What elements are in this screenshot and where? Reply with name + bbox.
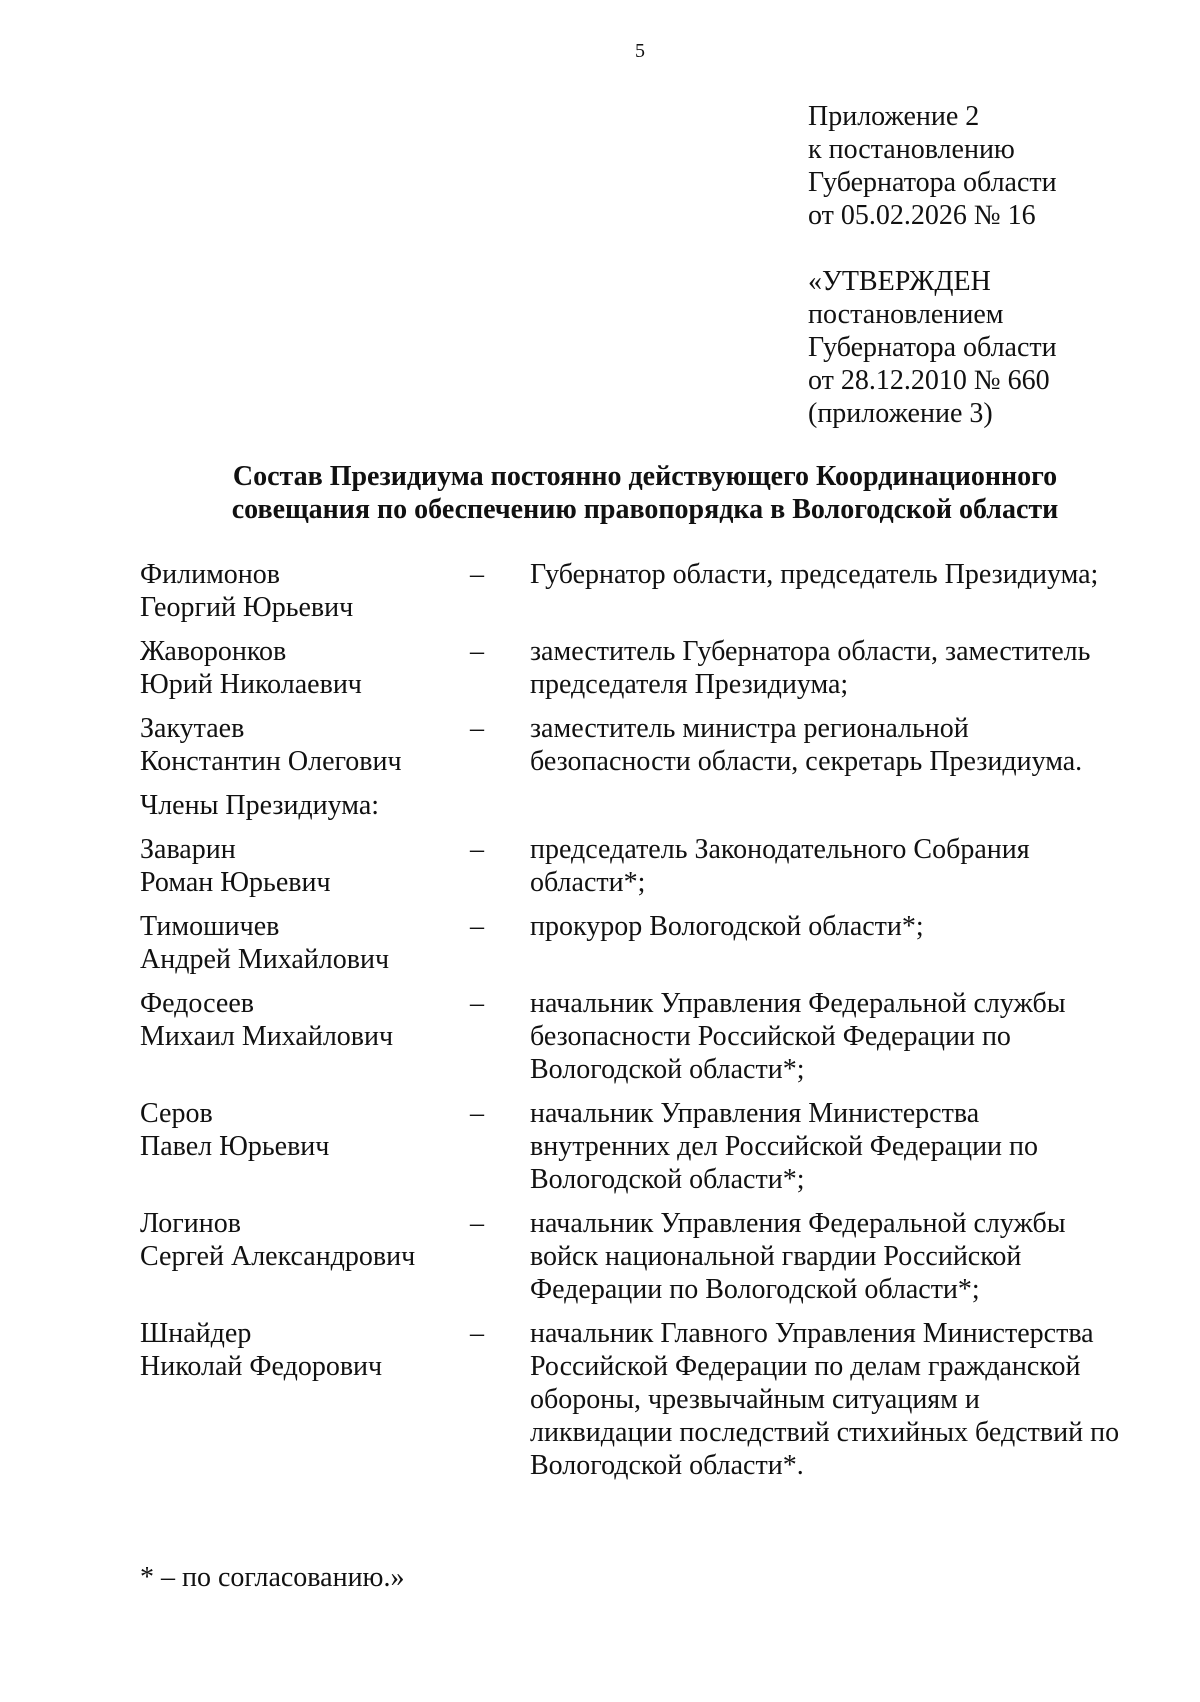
member-position <box>530 1097 1150 1196</box>
member-given-names: Михаил Михайлович <box>140 1021 394 1052</box>
position-line: начальник Управления Федеральной службы <box>530 1208 1066 1239</box>
member-position <box>530 558 1150 624</box>
member-name <box>140 833 470 899</box>
members-group <box>140 833 1150 1482</box>
position-line: безопасности области, секретарь Президиума. <box>530 746 1083 777</box>
member-row <box>140 635 1150 701</box>
dash-separator: – <box>470 636 484 667</box>
annex-line: Приложение 2 <box>808 101 980 132</box>
member-surname: Жаворонков <box>140 636 287 667</box>
annex-line: к постановлению <box>808 134 1015 165</box>
approval-line: Губернатора области <box>808 332 1057 363</box>
member-surname: Закутаев <box>140 713 245 744</box>
member-given-names: Юрий Николаевич <box>140 669 362 700</box>
member-name <box>140 987 470 1086</box>
position-line: начальник Управления Министерства <box>530 1098 980 1129</box>
position-line: войск национальной гвардии Российской <box>530 1241 1022 1272</box>
member-given-names: Георгий Юрьевич <box>140 592 354 623</box>
member-surname: Заварин <box>140 834 236 865</box>
footnote: * – по согласованию.» <box>140 1562 405 1593</box>
position-line: ликвидации последствий стихийных бедствий по <box>530 1417 1120 1448</box>
page-number: 5 <box>635 40 645 62</box>
leaders-group <box>140 558 1150 778</box>
member-name <box>140 1097 470 1196</box>
member-name <box>140 635 470 701</box>
member-position <box>530 1317 1150 1482</box>
title-line: совещания по обеспечению правопорядка в Вологодской области <box>231 494 1059 525</box>
member-row <box>140 1207 1150 1306</box>
member-given-names: Николай Федорович <box>140 1351 383 1382</box>
member-name <box>140 558 470 624</box>
dash-separator: – <box>470 911 484 942</box>
position-line: безопасности Российской Федерации по <box>530 1021 1011 1052</box>
member-given-names: Роман Юрьевич <box>140 867 331 898</box>
member-surname: Серов <box>140 1098 213 1129</box>
dash-separator: – <box>470 1318 484 1349</box>
members-list <box>140 558 1150 1493</box>
document-title <box>140 460 1150 526</box>
position-line: председателя Президиума; <box>530 669 849 700</box>
position-line: Федерации по Вологодской области*; <box>530 1274 980 1305</box>
member-row <box>140 1317 1150 1482</box>
member-name <box>140 910 470 976</box>
member-given-names: Андрей Михайлович <box>140 944 390 975</box>
approval-line: от 28.12.2010 № 660 <box>808 365 1050 396</box>
approval-line: «УТВЕРЖДЕН <box>808 266 991 297</box>
position-line: области*; <box>530 867 646 898</box>
member-row <box>140 558 1150 624</box>
member-position <box>530 1207 1150 1306</box>
position-line: Вологодской области*; <box>530 1054 805 1085</box>
position-line: заместитель министра региональной <box>530 713 969 744</box>
members-label: Члены Президиума: <box>140 790 380 821</box>
member-position <box>530 910 1150 976</box>
position-line: Вологодской области*. <box>530 1450 804 1481</box>
member-given-names: Константин Олегович <box>140 746 402 777</box>
member-given-names: Сергей Александрович <box>140 1241 416 1272</box>
position-line: Российской Федерации по делам гражданской <box>530 1351 1081 1382</box>
member-position <box>530 833 1150 899</box>
position-line: прокурор Вологодской области*; <box>530 911 924 942</box>
member-row <box>140 1097 1150 1196</box>
position-line: заместитель Губернатора области, заместитель <box>530 636 1091 667</box>
dash-separator: – <box>470 559 484 590</box>
position-line: Вологодской области*; <box>530 1164 805 1195</box>
dash-separator: – <box>470 1208 484 1239</box>
dash-separator: – <box>470 1098 484 1129</box>
dash-separator: – <box>470 713 484 744</box>
member-position <box>530 987 1150 1086</box>
member-name <box>140 1207 470 1306</box>
approval-block <box>808 265 1057 430</box>
approval-line: постановлением <box>808 299 1004 330</box>
member-surname: Филимонов <box>140 559 280 590</box>
title-line: Состав Президиума постоянно действующего Координационного <box>232 461 1058 492</box>
position-line: внутренних дел Российской Федерации по <box>530 1131 1039 1162</box>
position-line: обороны, чрезвычайным ситуациям и <box>530 1384 980 1415</box>
member-row <box>140 833 1150 899</box>
member-row <box>140 910 1150 976</box>
member-position <box>530 635 1150 701</box>
dash-separator: – <box>470 988 484 1019</box>
member-surname: Логинов <box>140 1208 241 1239</box>
member-name <box>140 1317 470 1482</box>
annex-line: Губернатора области <box>808 167 1057 198</box>
position-line: начальник Главного Управления Министерства <box>530 1318 1094 1349</box>
member-row <box>140 712 1150 778</box>
approval-line: (приложение 3) <box>808 398 993 429</box>
member-row <box>140 987 1150 1086</box>
annex-block <box>808 100 1057 232</box>
member-name <box>140 712 470 778</box>
position-line: Губернатор области, председатель Президиума; <box>530 559 1099 590</box>
dash-separator: – <box>470 834 484 865</box>
position-line: начальник Управления Федеральной службы <box>530 988 1066 1019</box>
position-line: председатель Законодательного Собрания <box>530 834 1030 865</box>
member-surname: Федосеев <box>140 988 254 1019</box>
member-surname: Тимошичев <box>140 911 280 942</box>
member-surname: Шнайдер <box>140 1318 252 1349</box>
member-given-names: Павел Юрьевич <box>140 1131 330 1162</box>
annex-line: от 05.02.2026 № 16 <box>808 200 1036 231</box>
member-position <box>530 712 1150 778</box>
